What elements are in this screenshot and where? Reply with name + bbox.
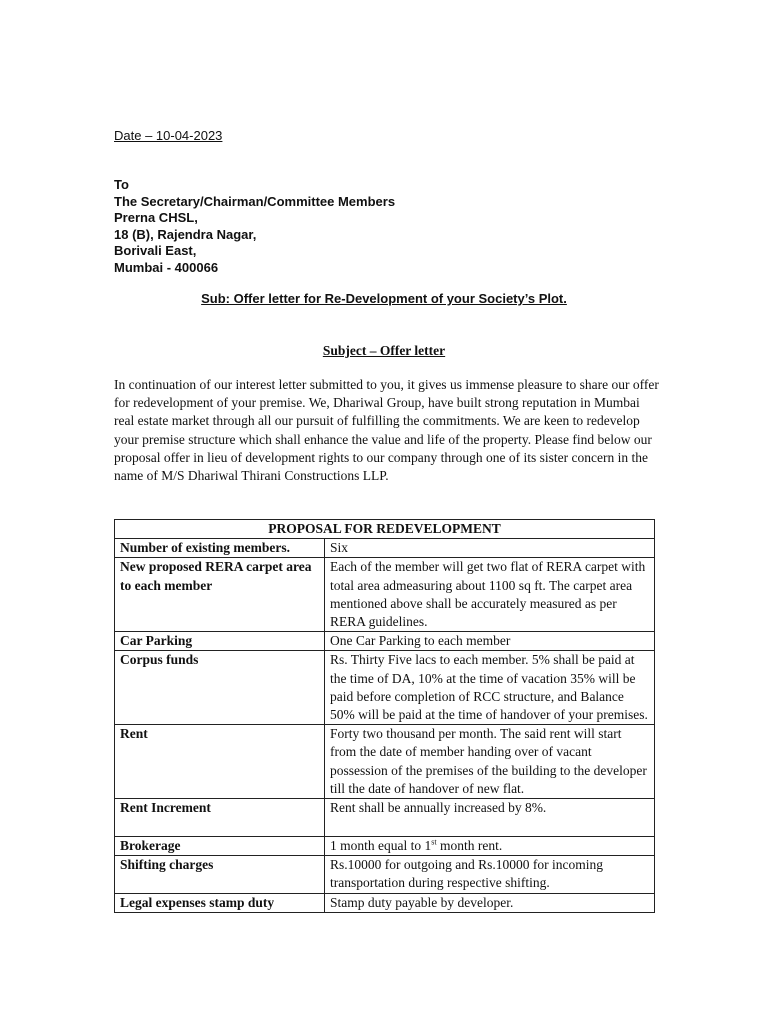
brokerage-text: 1 month equal to 1 bbox=[330, 838, 432, 854]
table-row bbox=[115, 558, 655, 632]
row-label: Rent bbox=[115, 725, 325, 799]
row-value: Each of the member will get two flat of RERA carpet with total area admeasuring about 1100 sq ft. The carpet area mentioned above shall be accurately measured as per RERA guidelines. bbox=[325, 558, 655, 632]
ordinal-suffix: st bbox=[431, 837, 437, 847]
row-value: Six bbox=[325, 539, 655, 558]
row-value: Forty two thousand per month. The said rent will start from the date of member handing over of vacant possession of the premises of the building to the developer till the date of handover of new flat. bbox=[325, 725, 655, 799]
address-line: 18 (B), Rajendra Nagar, bbox=[114, 226, 257, 242]
letter-date: Date – 10-04-2023 bbox=[114, 128, 223, 143]
row-label: Brokerage bbox=[115, 837, 325, 856]
table-row bbox=[115, 632, 655, 651]
row-label: Shifting charges bbox=[115, 856, 325, 893]
row-value bbox=[325, 837, 655, 856]
row-label: Car Parking bbox=[115, 632, 325, 651]
address-line: Prerna CHSL, bbox=[114, 210, 198, 225]
row-value: Rs. Thirty Five lacs to each member. 5% shall be paid at the time of DA, 10% at the time of vacation 35% will be paid before completion of RCC structure, and Balance 50% will be paid at the time of handover of your premises. bbox=[325, 651, 655, 725]
table-row bbox=[115, 539, 655, 558]
row-value: Rs.10000 for outgoing and Rs.10000 for incoming transportation during respective shifting. bbox=[325, 856, 655, 893]
table-row bbox=[115, 837, 655, 856]
address-line: To bbox=[114, 177, 129, 192]
address-line: Borivali East, bbox=[114, 243, 197, 258]
sub-line: Sub: Offer letter for Re-Development of your Society’s Plot. bbox=[201, 291, 567, 306]
table-row bbox=[115, 799, 655, 837]
row-label: Rent Increment bbox=[115, 799, 325, 837]
table-row bbox=[115, 856, 655, 893]
row-value: Stamp duty payable by developer. bbox=[325, 893, 655, 912]
row-value: Rent shall be annually increased by 8%. bbox=[325, 799, 655, 837]
table-row bbox=[115, 651, 655, 725]
row-value: One Car Parking to each member bbox=[325, 632, 655, 651]
table-heading: PROPOSAL FOR REDEVELOPMENT bbox=[115, 520, 655, 539]
proposal-table bbox=[114, 519, 655, 913]
table-header-row bbox=[115, 520, 655, 539]
table-row bbox=[115, 893, 655, 912]
address-line: Mumbai - 400066 bbox=[114, 259, 219, 275]
address-line: The Secretary/Chairman/Committee Members bbox=[114, 193, 396, 209]
subject-heading: Subject – Offer letter bbox=[322, 343, 446, 358]
row-label: Number of existing members. bbox=[115, 539, 325, 558]
row-label: Corpus funds bbox=[115, 651, 325, 725]
brokerage-text-end: month rent. bbox=[436, 838, 503, 854]
intro-paragraph: In continuation of our interest letter submitted to you, it gives us immense pleasure to share our offer for redevelopment of your premise. We, Dhariwal Group, have built strong reputation in Mumbai real estate market through all our pursuit of fulfilling the commitments. We are keen to redevelop your premise structure which shall enhance the value and life of the property. Please find below our proposal offer in lieu of development rights to our company through one of its sister concern in the name of M/S Dhariwal Thirani Constructions LLP. bbox=[114, 377, 659, 484]
table-row bbox=[115, 725, 655, 799]
row-label: Legal expenses stamp duty bbox=[115, 893, 325, 912]
row-label: New proposed RERA carpet area to each member bbox=[115, 558, 325, 632]
recipient-address bbox=[114, 177, 395, 276]
